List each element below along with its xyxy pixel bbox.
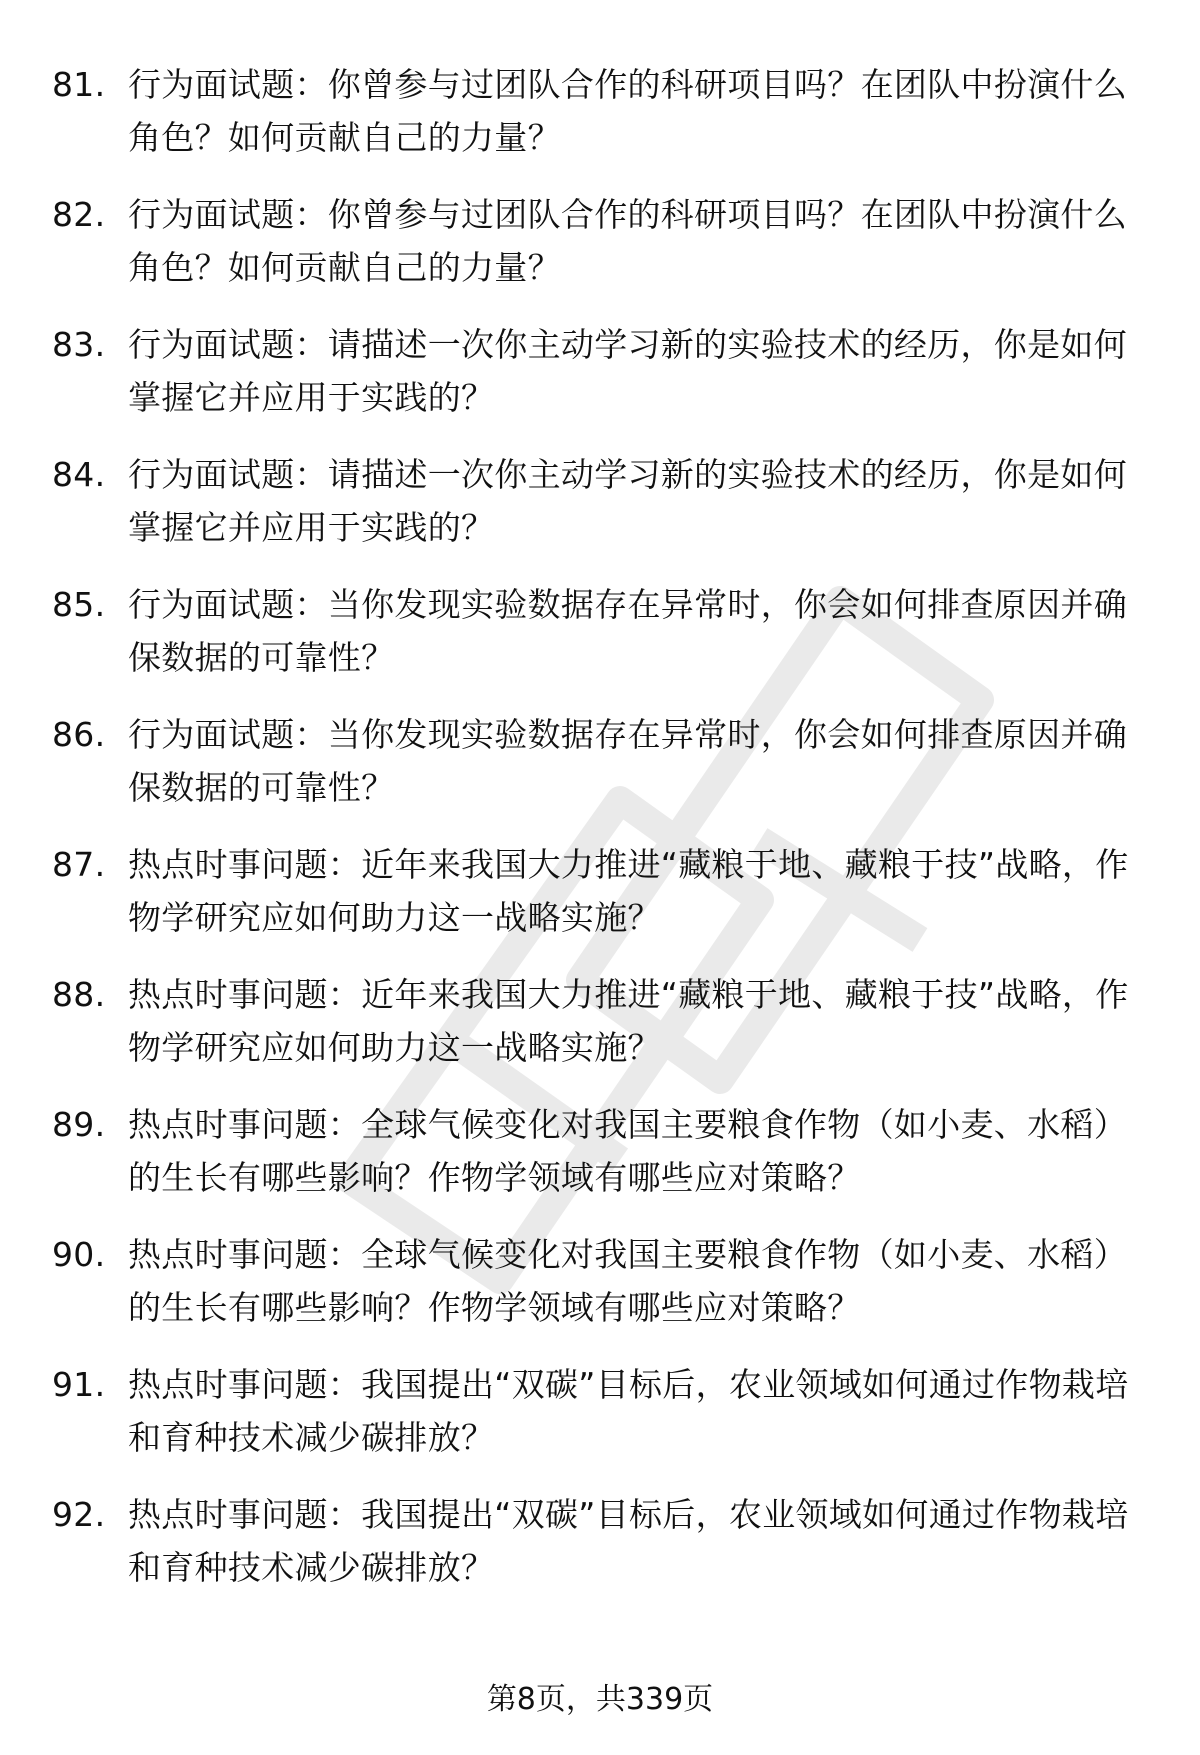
question-number: 86. [52, 715, 106, 754]
question-text: 行为面试题：当你发现实验数据存在异常时，你会如何排查原因并确保数据的可靠性？ [128, 585, 1127, 677]
question-item [52, 1098, 1152, 1204]
question-number: 89. [52, 1105, 106, 1144]
question-item [52, 58, 1152, 164]
question-number: 87. [52, 845, 106, 884]
page-number: 第8页，共339页 [486, 1682, 714, 1717]
question-item [52, 968, 1152, 1074]
question-number: 82. [52, 195, 106, 234]
question-item [52, 1228, 1152, 1334]
question-number: 92. [52, 1495, 106, 1534]
question-text: 行为面试题：请描述一次你主动学习新的实验技术的经历，你是如何掌握它并应用于实践的？ [128, 325, 1127, 417]
question-item [52, 1488, 1152, 1594]
question-item [52, 578, 1152, 684]
question-item [52, 838, 1152, 944]
question-number: 81. [52, 65, 106, 104]
question-text: 行为面试题：当你发现实验数据存在异常时，你会如何排查原因并确保数据的可靠性？ [128, 715, 1127, 807]
question-item [52, 188, 1152, 294]
question-item [52, 318, 1152, 424]
question-text: 热点时事问题：近年来我国大力推进“藏粮于地、藏粮于技”战略，作物学研究应如何助力这一战略实施？ [128, 845, 1129, 937]
question-item [52, 708, 1152, 814]
question-number: 84. [52, 455, 106, 494]
question-item [52, 448, 1152, 554]
question-text: 行为面试题：你曾参与过团队合作的科研项目吗？在团队中扮演什么角色？如何贡献自己的力量？ [128, 65, 1127, 157]
question-text: 热点时事问题：全球气候变化对我国主要粮食作物（如小麦、水稻）的生长有哪些影响？作物学领域有哪些应对策略？ [128, 1105, 1127, 1197]
question-text: 热点时事问题：我国提出“双碳”目标后，农业领域如何通过作物栽培和育种技术减少碳排放？ [128, 1495, 1129, 1587]
question-text: 热点时事问题：我国提出“双碳”目标后，农业领域如何通过作物栽培和育种技术减少碳排放？ [128, 1365, 1129, 1457]
question-text: 行为面试题：你曾参与过团队合作的科研项目吗？在团队中扮演什么角色？如何贡献自己的力量？ [128, 195, 1127, 287]
question-text: 行为面试题：请描述一次你主动学习新的实验技术的经历，你是如何掌握它并应用于实践的？ [128, 455, 1127, 547]
question-number: 85. [52, 585, 106, 624]
question-list [52, 58, 1152, 1618]
question-text: 热点时事问题：全球气候变化对我国主要粮食作物（如小麦、水稻）的生长有哪些影响？作物学领域有哪些应对策略？ [128, 1235, 1127, 1327]
question-number: 91. [52, 1365, 106, 1404]
question-number: 90. [52, 1235, 106, 1274]
question-number: 88. [52, 975, 106, 1014]
question-text: 热点时事问题：近年来我国大力推进“藏粮于地、藏粮于技”战略，作物学研究应如何助力这一战略实施？ [128, 975, 1129, 1067]
question-item [52, 1358, 1152, 1464]
question-number: 83. [52, 325, 106, 364]
